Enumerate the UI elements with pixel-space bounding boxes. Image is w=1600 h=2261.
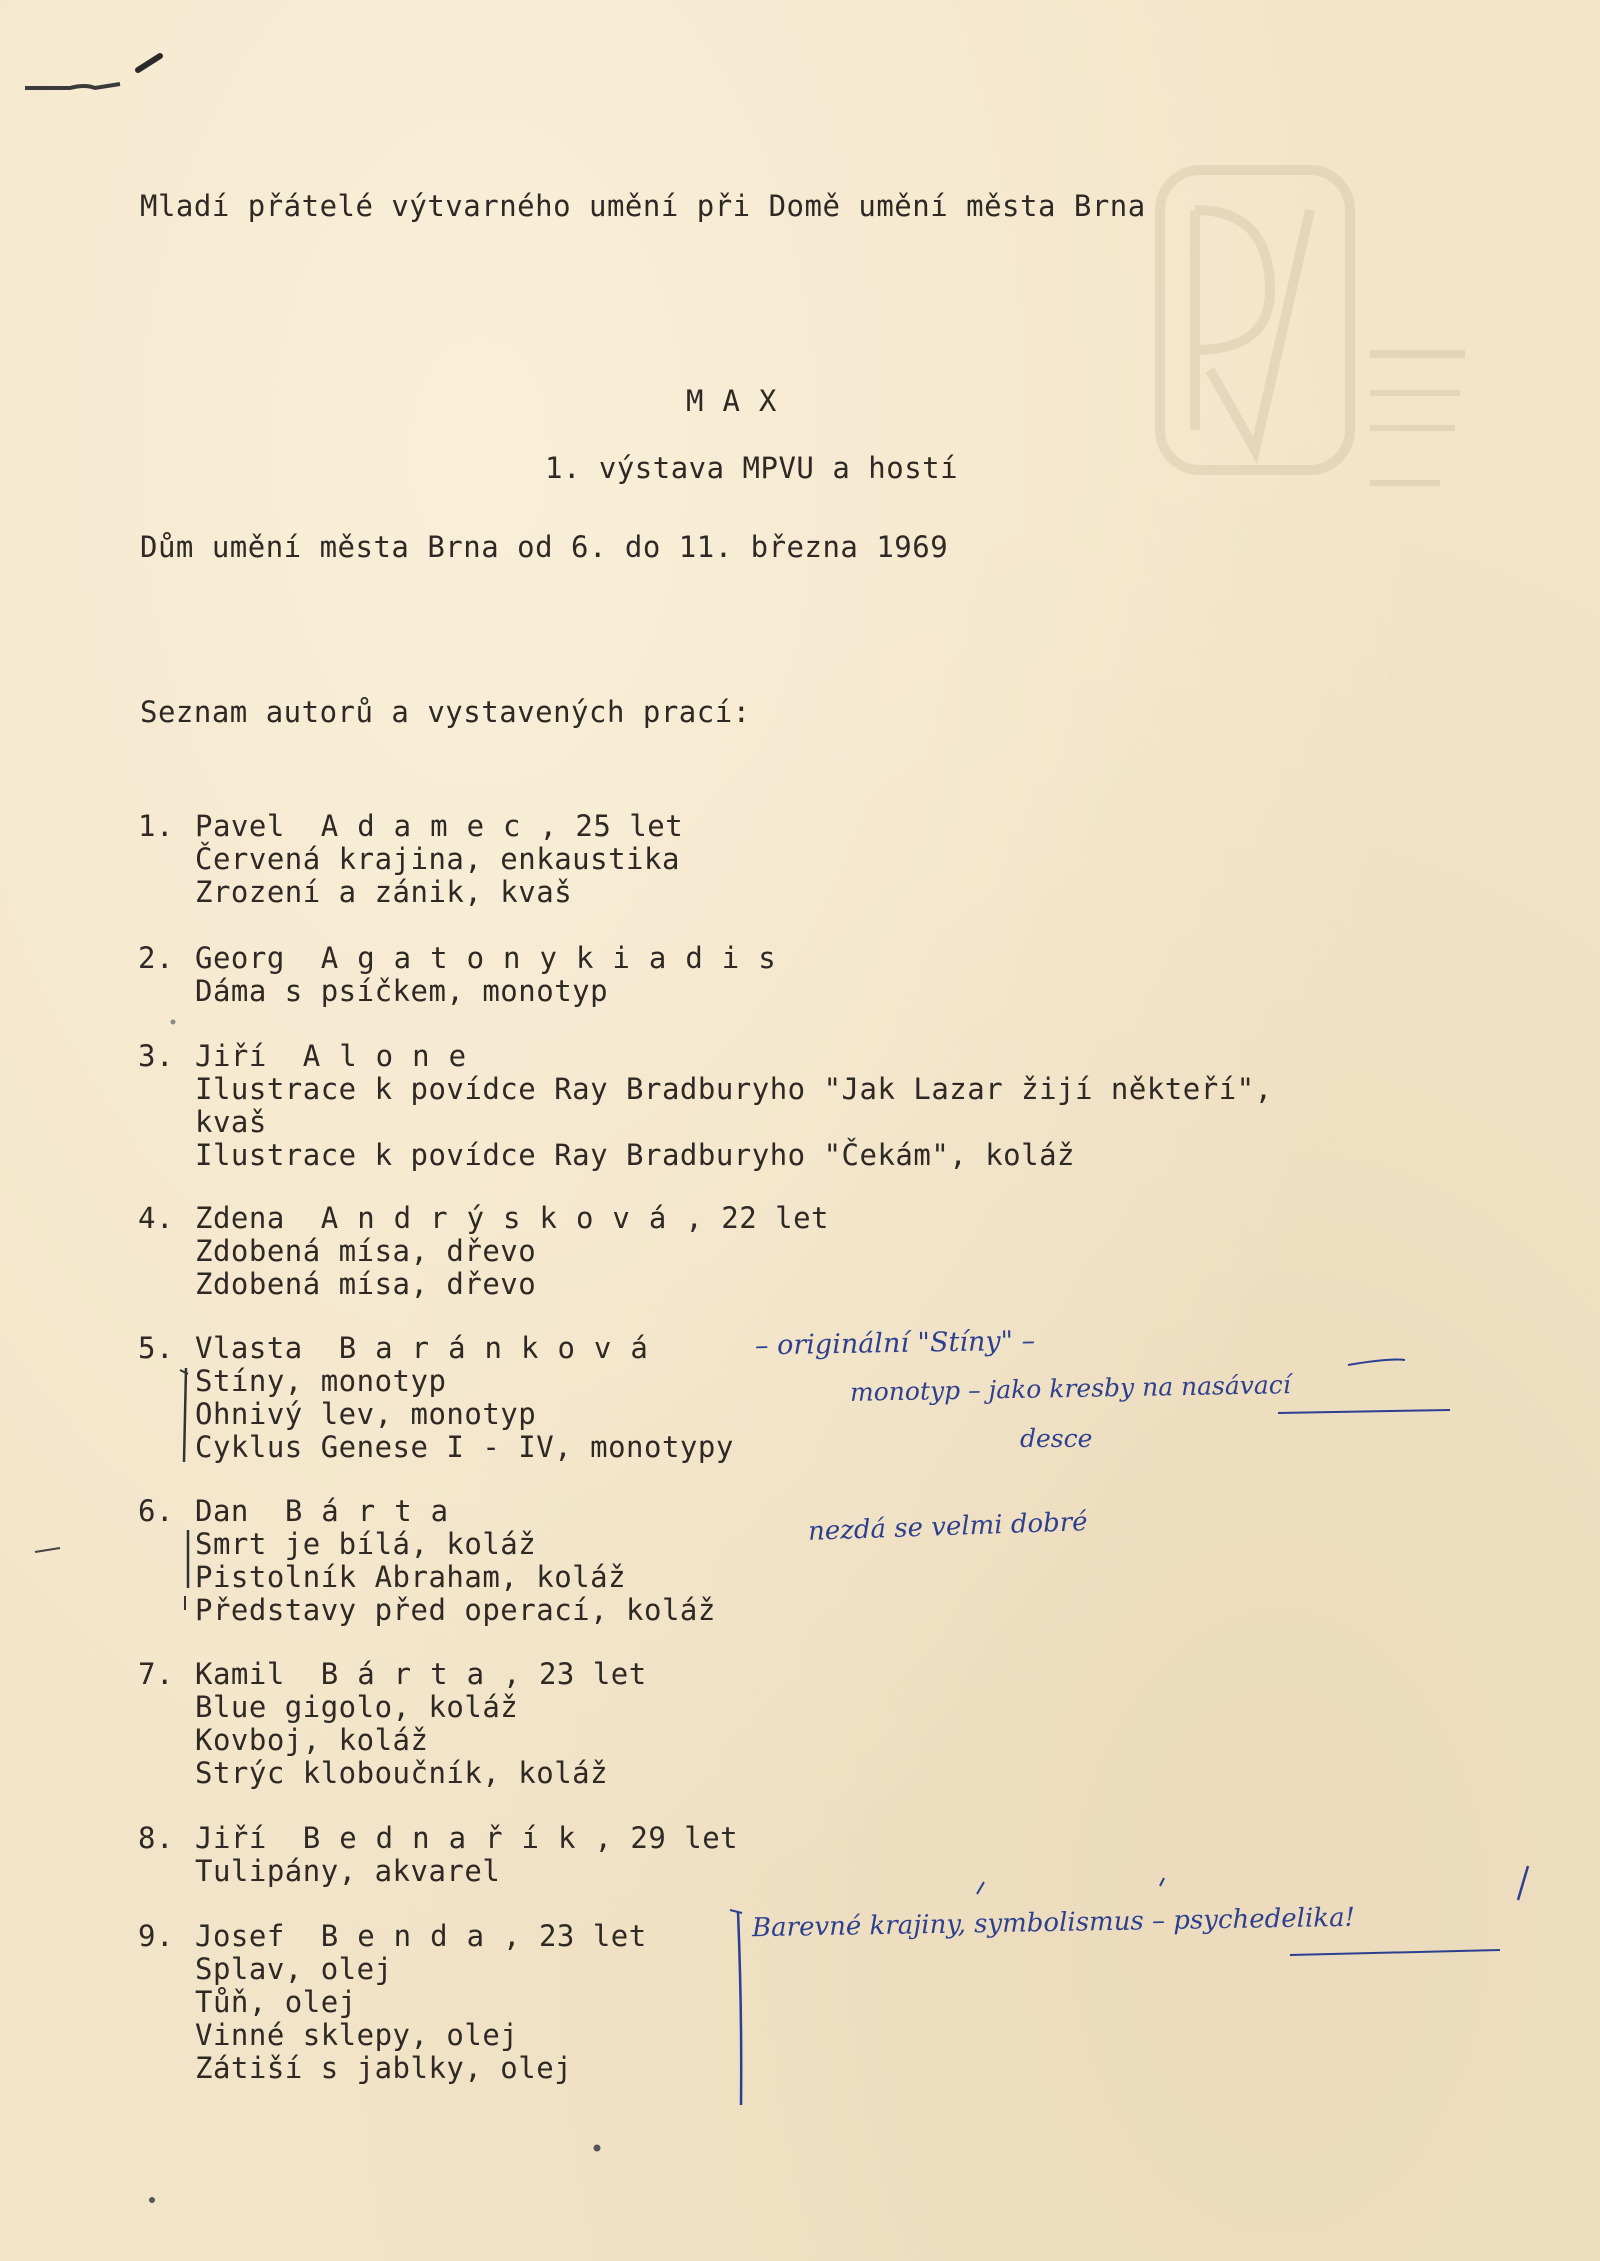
entry-number: 3. [138, 1039, 174, 1073]
author-age: , 25 let [539, 809, 684, 843]
work-title: Červená krajina, enkaustika [195, 842, 680, 876]
work-title: Tulipány, akvarel [195, 1854, 501, 1888]
author-last-name: Adamec [320, 809, 540, 843]
author-last-name: Baránková [338, 1331, 667, 1365]
author-age: , 23 let [503, 1657, 647, 1691]
list-heading: Seznam autorů a vystavených prací: [140, 695, 751, 729]
entry-number: 5. [138, 1331, 174, 1365]
handwritten-note-5-line2: monotyp – jako kresby na nasávací [849, 1370, 1292, 1407]
author-first-name: Josef [195, 1919, 285, 1953]
author-last-name: Benda [320, 1919, 504, 1953]
author-last-name: Bednařík [302, 1821, 595, 1855]
work-title: Zrození a zánik, kvaš [195, 875, 573, 909]
author-last-name: Agatonykiadis [320, 941, 795, 975]
work-title: Pistolník Abraham, koláž [195, 1560, 627, 1594]
author-entry-5 [138, 1332, 734, 1464]
author-last-name: Bárta [320, 1657, 504, 1691]
venue-dates-line: Dům umění města Brna od 6. do 11. března 1969 [140, 530, 949, 564]
work-title: Strýc kloboučník, koláž [195, 1756, 609, 1790]
author-first-name: Jiří [195, 1821, 267, 1855]
author-last-name: Bárta [284, 1494, 468, 1528]
handwritten-note-9: Barevné krajiny, symbolismus – psychedelika! [751, 1902, 1356, 1944]
author-age: , 22 let [685, 1201, 830, 1235]
author-age: , 29 let [594, 1821, 739, 1855]
work-title: Zátiší s jablky, olej [195, 2051, 573, 2085]
work-title: Splav, olej [195, 1952, 393, 1986]
author-first-name: Zdena [195, 1201, 285, 1235]
work-title: Kovboj, koláž [195, 1723, 429, 1757]
author-age: , 23 let [503, 1919, 647, 1953]
entry-number: 1. [138, 809, 174, 843]
author-entry-7 [138, 1658, 647, 1790]
author-entry-6 [138, 1495, 716, 1627]
author-first-name: Vlasta [195, 1331, 303, 1365]
entry-number: 7. [138, 1657, 174, 1691]
work-title: Ilustrace k povídce Ray Bradburyho "Jak Lazar žijí někteří", [195, 1072, 1273, 1106]
work-title: kvaš [195, 1105, 267, 1139]
work-title: Zdobená mísa, dřevo [195, 1234, 537, 1268]
author-first-name: Jiří [195, 1039, 267, 1073]
exhibition-title: 1. výstava MPVU a hostí [545, 451, 959, 485]
entry-number: 6. [138, 1494, 174, 1528]
organization-line: Mladí přátelé výtvarného umění při Domě umění města Brna [140, 189, 1146, 223]
author-entry-8 [138, 1822, 738, 1888]
entry-number: 8. [138, 1821, 174, 1855]
author-first-name: Georg [195, 941, 285, 975]
author-last-name: Alone [302, 1039, 486, 1073]
handwritten-note-6: nezdá se velmi dobré [807, 1507, 1089, 1547]
author-entry-4 [138, 1202, 829, 1301]
work-title: Tůň, olej [195, 1985, 357, 2019]
handwritten-note-5-line3: desce [1020, 1424, 1093, 1453]
author-entry-2 [138, 942, 795, 1008]
work-title: Stíny, monotyp [195, 1364, 447, 1398]
work-title: Ilustrace k povídce Ray Bradburyho "Čekám", koláž [195, 1138, 1076, 1172]
work-title: Ohnivý lev, monotyp [195, 1397, 537, 1431]
author-last-name: Andrýsková [320, 1201, 686, 1235]
work-title: Vinné sklepy, olej [195, 2018, 519, 2052]
work-title: Cyklus Genese I - IV, monotypy [195, 1430, 734, 1464]
work-title: Blue gigolo, koláž [195, 1690, 519, 1724]
work-title: Smrt je bílá, koláž [195, 1527, 537, 1561]
work-title: Dáma s psíčkem, monotyp [195, 974, 609, 1008]
author-first-name: Kamil [195, 1657, 285, 1691]
entry-number: 9. [138, 1919, 174, 1953]
entry-number: 4. [138, 1201, 174, 1235]
work-title: Zdobená mísa, dřevo [195, 1267, 537, 1301]
author-first-name: Dan [195, 1494, 249, 1528]
author-entry-1 [138, 810, 683, 909]
author-entry-9 [138, 1920, 647, 2085]
author-first-name: Pavel [195, 809, 285, 843]
entry-number: 2. [138, 941, 174, 975]
handwritten-note-5-line1: – originální "Stíny" – [754, 1325, 1036, 1362]
work-title: Představy před operací, koláž [195, 1593, 716, 1627]
exhibition-code: MAX [686, 384, 796, 418]
author-entry-3 [138, 1040, 1273, 1172]
